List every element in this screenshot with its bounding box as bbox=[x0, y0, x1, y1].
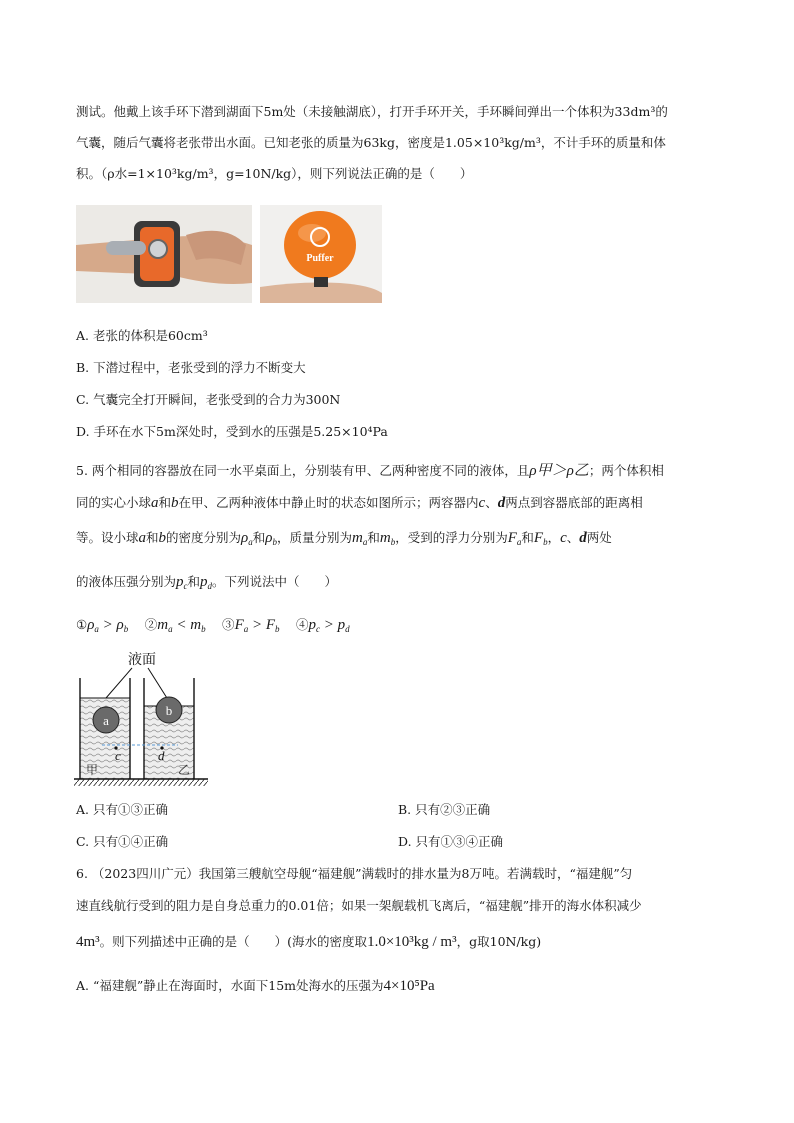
q4-option-d: D. 手环在水下5m深处时，受到水的压强是5.25×10⁴Pa bbox=[76, 424, 388, 439]
liquid-surface-label: 液面 bbox=[128, 653, 156, 668]
q4-stem-line3: 积。（ρ水=1×10³kg/m³，g=10N/kg），则下列说法正确的是（ ） bbox=[76, 166, 473, 181]
point-c-label: c bbox=[115, 748, 121, 763]
point-d-label: d bbox=[158, 748, 165, 763]
q6-stem-line3: 4m³。则下列描述中正确的是（ ）(海水的密度取1.0×10³kg / m³，g取10N/kg) bbox=[76, 934, 542, 950]
q5-option-a: A. 只有①③正确 bbox=[76, 802, 168, 817]
q6-stem-line2: 速直线航行受到的阻力是自身总重力的0.01倍；如果一架舰载机飞离后，“福建舰”排开的海水体积减少 bbox=[76, 898, 642, 913]
q4-stem-line1: 测试。他戴上该手环下潜到湖面下5m处（未接触湖底），打开手环开关，手环瞬间弹出一个体积为33dm³的 bbox=[76, 104, 668, 119]
wristband-photo bbox=[76, 205, 252, 303]
ball-a-label: a bbox=[103, 713, 109, 728]
q5-stem-line3: 等。设小球a和b的密度分别为$\rho_a$和$\rho_b$，质量分别为$m_a$和$m_b$，受到的浮力分别为$F_a$和$F_b$，c、d两处 bbox=[76, 530, 612, 547]
float-photo bbox=[260, 205, 382, 303]
q4-stem-line2: 气囊，随后气囊将老张带出水面。已知老张的质量为63kg，密度是1.05×10³kg/m³，不计手环的质量和体 bbox=[76, 135, 666, 150]
float-brand-text: Puffer bbox=[306, 253, 334, 264]
q4-option-c: C. 气囊完全打开瞬间，老张受到的合力为300N bbox=[76, 392, 341, 407]
yi-label: 乙 bbox=[178, 763, 191, 777]
ball-b-label: b bbox=[165, 703, 173, 718]
containers-figure bbox=[72, 650, 212, 790]
q5-option-d: D. 只有①③④正确 bbox=[398, 834, 504, 849]
q5-statements: $①\rho_a > \rho_b$ $②m_a < m_b$ $③F_a > F_b$ $④p_c > p_d$ bbox=[76, 617, 350, 634]
q5-stem-line1: 5. 两个相同的容器放在同一水平桌面上，分别装有甲、乙两种密度不同的液体，且ρ甲＞ρ乙；两个体积相 bbox=[76, 463, 664, 479]
q5-option-c: C. 只有①④正确 bbox=[76, 834, 169, 849]
q6-option-a: A. “福建舰”静止在海面时，水面下15m处海水的压强为4×10⁵Pa bbox=[76, 978, 435, 994]
q5-stem-line4: 的液体压强分别为$p_c$和$p_d$。下列说法中（ ） bbox=[76, 574, 338, 591]
q5-stem-line2: 同的实心小球a和b在甲、乙两种液体中静止时的状态如图所示；两容器内c、d两点到容器底部的距离相 bbox=[76, 495, 643, 511]
q4-option-a: A. 老张的体积是60cm³ bbox=[76, 328, 208, 343]
q5-option-b: B. 只有②③正确 bbox=[398, 802, 491, 817]
jia-label: 甲 bbox=[86, 763, 99, 777]
q4-option-b: B. 下潜过程中，老张受到的浮力不断变大 bbox=[76, 360, 306, 375]
q6-stem-line1: 6. （2023四川广元）我国第三艘航空母舰“福建舰”满载时的排水量为8万吨。若满载时，“福建舰”匀 bbox=[76, 866, 633, 881]
